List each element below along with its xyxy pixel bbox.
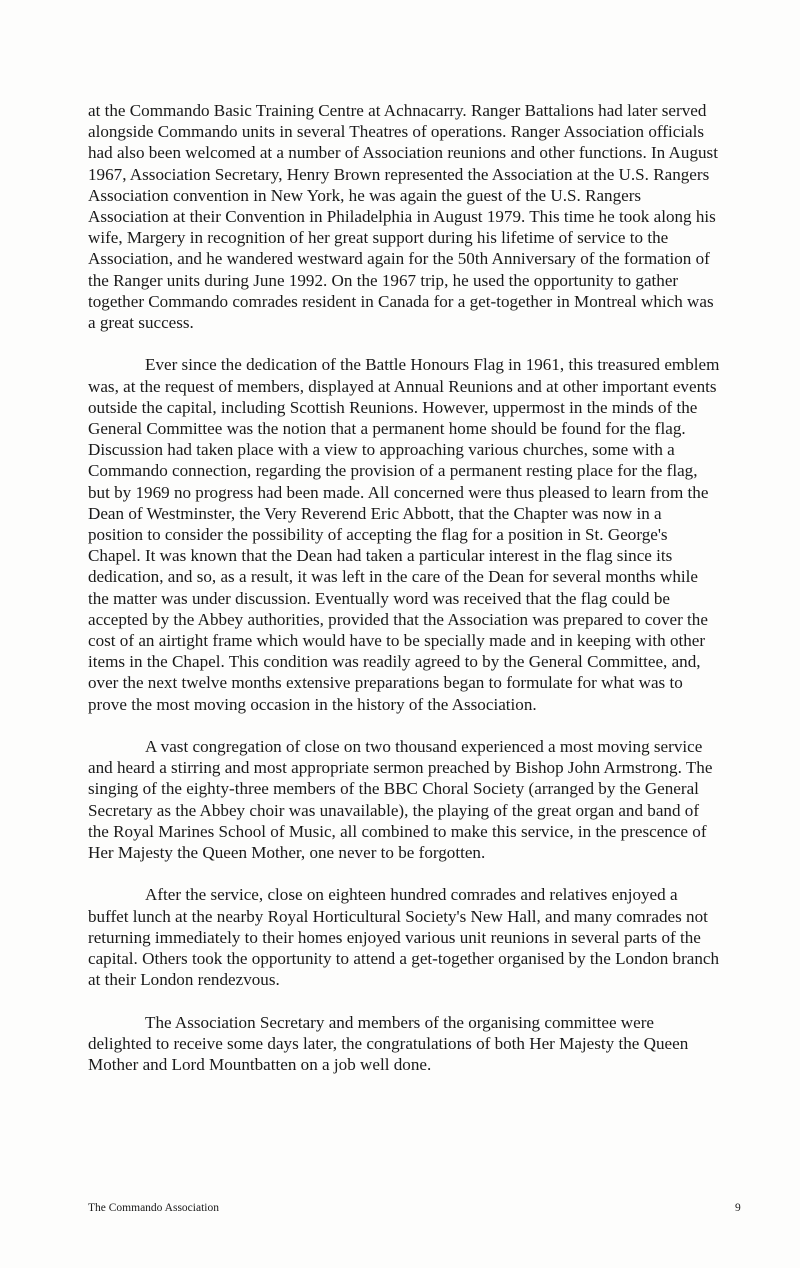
- paragraph-5: The Association Secretary and members of the organising committee were delighted to receive some days later, the congratulations of both Her Majesty the Queen Mother and Lord Mountbatten on a job well done.: [88, 1012, 689, 1075]
- footer-publication: The Commando Association: [88, 1202, 219, 1214]
- page-number: 9: [735, 1202, 741, 1214]
- paragraph-4: After the service, close on eighteen hundred comrades and relatives enjoyed a buffet lunch at the nearby Royal Horticultural Society's New Hall, and many comrades not returning immediately to their homes enjoyed various unit reunions in several parts of the capital. Others took the opportunity to attend a get-together organised by the London branch at their London rendezvous.: [88, 885, 720, 990]
- body-text: [88, 100, 720, 1096]
- paragraph-3: A vast congregation of close on two thousand experienced a most moving service and heard a stirring and most appropriate sermon preached by Bishop John Armstrong. The singing of the eighty-three members of the BBC Choral Society (arranged by the General Secretary as the Abbey choir was unavailable), the playing of the great organ and band of the Royal Marines School of Music, all combined to make this service, in the prescence of Her Majesty the Queen Mother, one never to be forgotten.: [88, 737, 713, 863]
- paragraph-2: Ever since the dedication of the Battle Honours Flag in 1961, this treasured emblem was, at the request of members, displayed at Annual Reunions and at other important events outside the capital, including Scottish Reunions. However, uppermost in the minds of the General Committee was the notion that a permanent home should be found for the flag. Discussion had taken place with a view to approaching various churches, some with a Commando connection, regarding the provision of a permanent resting place for the flag, but by 1969 no progress had been made. All concerned were thus pleased to learn from the Dean of Westminster, the Very Reverend Eric Abbott, that the Chapter was now in a position to consider the possibility of accepting the flag for a position in St. George's Chapel. It was known that the Dean had taken a particular interest in the flag since its dedication, and so, as a result, it was left in the care of the Dean for several months while the matter was under discussion. Eventually word was received that the flag could be accepted by the Abbey authorities, provided that the Association was prepared to cover the cost of an airtight frame which would have to be specially made and in keeping with other items in the Chapel. This condition was readily agreed to by the General Committee, and, over the next twelve months extensive preparations began to formulate for what was to prove the most moving occasion in the history of the Association.: [88, 355, 720, 714]
- paragraph-1: at the Commando Basic Training Centre at Achnacarry. Ranger Battalions had later served alongside Commando units in several Theatres of operations. Ranger Association officials had also been welcomed at a number of Association reunions and other functions. In August 1967, Association Secretary, Henry Brown represented the Association at the U.S. Rangers Association convention in New York, he was again the guest of the U.S. Rangers Association at their Convention in Philadelphia in August 1979. This time he took along his wife, Margery in recognition of her great support during his lifetime of service to the Association, and he wandered westward again for the 50th Anniversary of the formation of the Ranger units during June 1992. On the 1967 trip, he used the opportunity to gather together Commando comrades resident in Canada for a get-together in Montreal which was a great success.: [88, 101, 718, 333]
